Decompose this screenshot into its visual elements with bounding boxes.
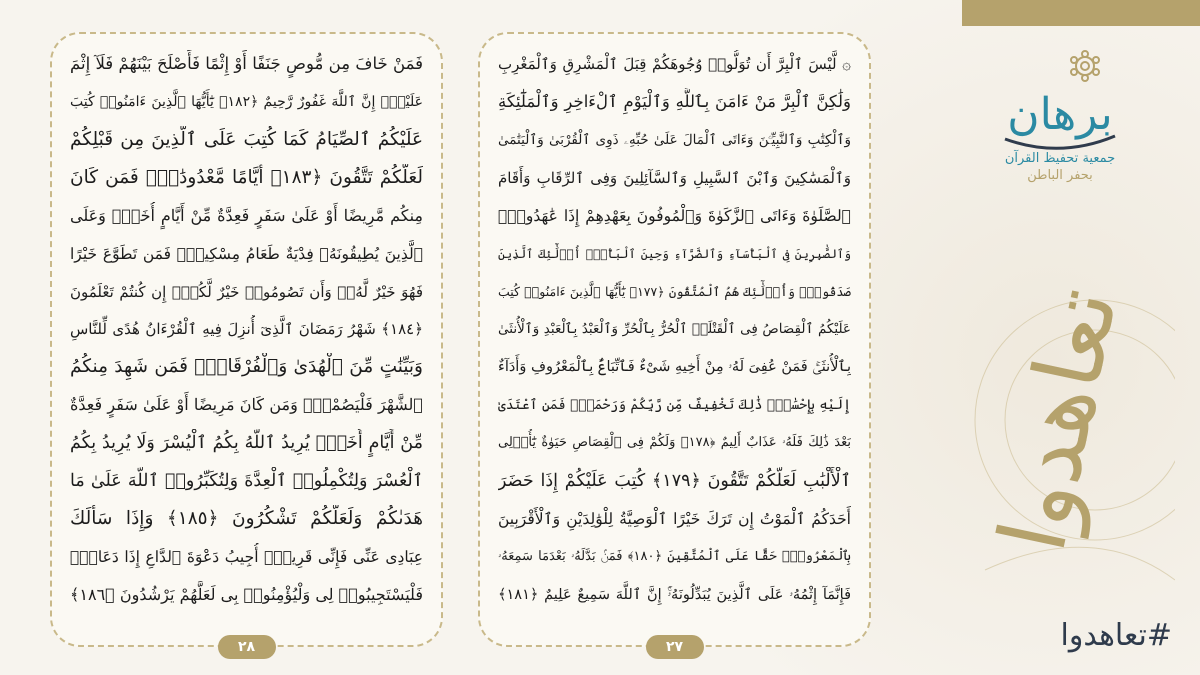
ayah-line: ٱلَّذِينَ يُطِيقُونَهُۥ فِدْيَةٌ طَعَامُ مِسْكِينٍۖ فَمَن تَطَوَّعَ خَيْرًا <box>70 244 423 263</box>
ayah-line: ٱلصَّلَوٰةَ وَءَاتَى ٱلزَّكَوٰةَ وَٱلْمُوفُونَ بِعَهْدِهِمْ إِذَا عَٰهَدُوا۟ۖ <box>498 206 851 225</box>
ayah-line: وَبَيِّنَٰتٍ مِّنَ ٱلْهُدَىٰ وَٱلْفُرْقَانِۚ فَمَن شَهِدَ مِنكُمُ <box>70 356 423 378</box>
org-name-line1: جمعية تحفيظ القرآن <box>1004 151 1116 166</box>
quran-page-28 <box>50 32 443 655</box>
ayah-line: ٱلْعُسْرَ وَلِتُكْمِلُوا۟ ٱلْعِدَّةَ وَلِتُكَبِّرُوا۟ ٱللَّهَ عَلَىٰ مَا <box>70 471 423 492</box>
ayah-line: صَدَقُوا۟ۖ وَأُو۟لَٰٓئِكَ هُمُ ٱلْمُتَّقُونَ ﴿١٧٧﴾ يَٰٓأَيُّهَا ٱلَّذِينَ ءَامَنُوا۟ كُتِبَ <box>498 283 851 299</box>
page-27-text <box>498 50 851 609</box>
ayah-line: مِنكُم مَّرِيضًا أَوْ عَلَىٰ سَفَرٍ فَعِدَّةٌ مِّنْ أَيَّامٍ أُخَرَۚ وَعَلَى <box>70 205 423 225</box>
org-name-line2: بحفر الباطن <box>1027 168 1093 183</box>
organization-name <box>960 150 1160 184</box>
ayah-line: وَٱلْمَسَٰكِينَ وَٱبْنَ ٱلسَّبِيلِ وَٱلسَّآئِلِينَ وَفِى ٱلرِّقَابِ وَأَقَامَ <box>498 168 851 187</box>
logo-text: برهان <box>1007 89 1113 140</box>
ayah-line: فَلْيَسْتَجِيبُوا۟ لِى وَلْيُؤْمِنُوا۟ بِى لَعَلَّهُمْ يَرْشُدُونَ ﴿١٨٦﴾ <box>70 584 423 604</box>
ayah-line: بِٱلْمَعْرُوفِۖ حَقًّا عَلَى ٱلْمُتَّقِينَ ﴿١٨٠﴾ فَمَنۢ بَدَّلَهُۥ بَعْدَمَا سَمِعَهُۥ <box>498 548 851 564</box>
quran-page-27 <box>478 32 871 655</box>
ayah-line: أَحَدَكُمُ ٱلْمَوْتُ إِن تَرَكَ خَيْرًا ٱلْوَصِيَّةُ لِلْوَٰلِدَيْنِ وَٱلْأَقْرَبِينَ <box>498 510 851 529</box>
ayah-line: وَٱلصَّٰبِرِينَ فِى ٱلْبَأْسَآءِ وَٱلضَّرَّآءِ وَحِينَ ٱلْبَأْسِۗ أُو۟لَٰٓئِكَ ٱلَّذِينَ <box>498 246 851 261</box>
ayah-line: ﴿١٨٤﴾ شَهْرُ رَمَضَانَ ٱلَّذِىٓ أُنزِلَ فِيهِ ٱلْقُرْءَانُ هُدًى لِّلنَّاسِ <box>70 320 423 339</box>
calligraphy-text: تعاهدوا <box>978 279 1139 561</box>
top-accent-bar <box>962 0 1200 26</box>
ayah-line: إِلَيْهِ بِإِحْسَٰنٍۗ ذَٰلِكَ تَخْفِيفٌ مِّن رَّبِّكُمْ وَرَحْمَةٌۗ فَمَنِ ٱعْتَدَىٰ <box>498 397 851 414</box>
ayah-line: ٱلْأَلْبَٰبِ لَعَلَّكُمْ تَتَّقُونَ ﴿١٧٩﴾ كُتِبَ عَلَيْكُمْ إِذَا حَضَرَ <box>498 471 851 492</box>
ayah-line: مِّنْ أَيَّامٍ أُخَرَۗ يُرِيدُ ٱللَّهُ بِكُمُ ٱلْيُسْرَ وَلَا يُرِيدُ بِكُمُ <box>70 433 423 454</box>
ayah-line: هَدَىٰكُمْ وَلَعَلَّكُمْ تَشْكُرُونَ ﴿١٨٥﴾ وَإِذَا سَأَلَكَ <box>70 508 423 530</box>
calligraphy-tahahadu <box>945 190 1175 610</box>
ayah-line: بَعْدَ ذَٰلِكَ فَلَهُۥ عَذَابٌ أَلِيمٌ ﴿١٧٨﴾ وَلَكُمْ فِى ٱلْقِصَاصِ حَيَوٰةٌ يَٰٓأُو۟لِى <box>498 435 851 451</box>
ayah-line: فَإِنَّمَآ إِثْمُهُۥ عَلَى ٱلَّذِينَ يُبَدِّلُونَهُۥٓۚ إِنَّ ٱللَّهَ سَمِيعٌ عَلِيمٌ ﴿١٨١﴾ <box>498 586 851 603</box>
ayah-line: لَعَلَّكُمْ تَتَّقُونَ ﴿١٨٣﴾ أَيَّامًا مَّعْدُودَٰتٍۚ فَمَن كَانَ <box>70 166 423 188</box>
hashtag: #تعاهدوا <box>1060 618 1172 653</box>
ayah-line: فَهُوَ خَيْرٌ لَّهُۥۚ وَأَن تَصُومُوا۟ خَيْرٌ لَّكُمْۖ إِن كُنتُمْ تَعْلَمُونَ <box>70 282 423 301</box>
ayah-line: وَلَٰكِنَّ ٱلْبِرَّ مَنْ ءَامَنَ بِٱللَّهِ وَٱلْيَوْمِ ٱلْءَاخِرِ وَٱلْمَلَٰٓئِكَةِ <box>498 91 851 111</box>
ayah-line: عَلَيْكُمُ ٱلْقِصَاصُ فِى ٱلْقَتْلَىۖ ٱلْحُرُّ بِٱلْحُرِّ وَٱلْعَبْدُ بِٱلْعَبْدِ وَٱلْأُنثَىٰ <box>498 321 851 338</box>
ayah-line: وَٱلْكِتَٰبِ وَٱلنَّبِيِّـۧنَ وَءَاتَى ٱلْمَالَ عَلَىٰ حُبِّهِۦ ذَوِى ٱلْقُرْبَىٰ وَٱلْيَتَٰمَىٰ <box>498 131 851 148</box>
ayah-line: فَمَنْ خَافَ مِن مُّوصٍ جَنَفًا أَوْ إِثْمًا فَأَصْلَحَ بَيْنَهُمْ فَلَآ إِثْمَ <box>70 54 423 73</box>
ayah-line: عَلَيْهِۚ إِنَّ ٱللَّهَ غَفُورٌ رَّحِيمٌ ﴿١٨٢﴾ يَٰٓأَيُّهَا ٱلَّذِينَ ءَامَنُوا۟ كُتِبَ <box>70 93 423 110</box>
page-number-27: ٢٧ <box>646 635 704 659</box>
ayah-line: ۞ لَّيْسَ ٱلْبِرَّ أَن تُوَلُّوا۟ وُجُوهَكُمْ قِبَلَ ٱلْمَشْرِقِ وَٱلْمَغْرِبِ <box>498 55 851 73</box>
page-number-28: ٢٨ <box>218 635 276 659</box>
page-28-text <box>70 50 423 609</box>
ayah-line: عِبَادِى عَنِّى فَإِنِّى قَرِيبٌۖ أُجِيبُ دَعْوَةَ ٱلدَّاعِ إِذَا دَعَانِۖ <box>70 547 423 566</box>
ayah-line: ٱلشَّهْرَ فَلْيَصُمْهُۖ وَمَن كَانَ مَرِيضًا أَوْ عَلَىٰ سَفَرٍ فَعِدَّةٌ <box>70 395 423 415</box>
ayah-line: عَلَيْكُمُ ٱلصِّيَامُ كَمَا كُتِبَ عَلَى ٱلَّذِينَ مِن قَبْلِكُمْ <box>70 128 423 150</box>
ayah-line: بِٱلْأُنثَىٰۚ فَمَنْ عُفِىَ لَهُۥ مِنْ أَخِيهِ شَىْءٌ فَٱتِّبَاعٌۢ بِٱلْمَعْرُوفِ وَأَدَآءٌ <box>498 359 851 376</box>
